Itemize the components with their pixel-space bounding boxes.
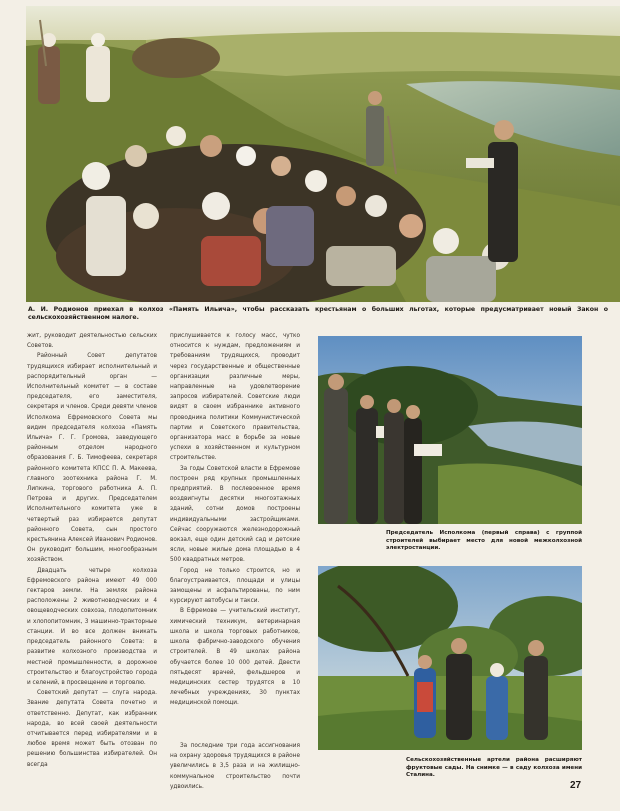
paragraph: Двадцать четыре колхоза Ефремовского района имеют 49 000 гектаров земли. На землях района расположены 2 животноводческих и 4 овощеводческих совхоза, плодопитомник и хлопопитомник, 3 машинно-тракторные станции. И во все должен вникать председатель районного Совета: в развитие колхозного производства и местной промышленности, в дорожное строительство и благоустройство города и селений, в просвещение и торговлю. xyxy=(27,565,157,686)
text-column-2-continuation xyxy=(170,740,300,802)
top-photo-caption: А. И. Родионов приехал в колхоз «Память Ильича», чтобы рассказать крестьянам о больших льготах, которые предусматривает новый Закон о сельскохозяйственном налоге. xyxy=(28,306,608,321)
photo-collective-farm-meeting xyxy=(26,6,620,302)
page-number: 27 xyxy=(570,780,582,791)
paragraph: Советский депутат — слуга народа. Звание депутата Совета почетно и ответственно. Депутат, как избранник народа, во всей своей деятельности отчитывается перед избирателями и в любое время может быть отозван по решению большинства избирателей. Он всегда xyxy=(27,688,157,768)
paragraph: Районный Совет депутатов трудящихся избирает исполнительный и распорядительный орган — Исполнительный комитет — в составе председателя, его заместителя, секретаря и членов. Среди девяти членов Исполкома Ефремовского Совета мы видим председателя колхоза «Память Ильича» Г. Г. Громова, заведующего районным отделом народного образования Г. Б. Тимофеева, секретаря районного комитета КПСС П. А. Макеева, главного зоотехника района Г. М. Липкина, торгового работника А. П. Петрова и других. Председателем Исполнительного комитета уже в четвертый раз избирается депутат районного Совета, сын простого крестьянина Алексей Иванович Родионов. Он руководит большим, многообразным хозяйством. xyxy=(27,351,157,564)
paragraph: жит, руководит деятельностью сельских Советов. xyxy=(27,331,157,350)
paragraph: В Ефремове — учительский институт, химический техникум, ветеринарная школа и школа торговых работников, школа фабрично-заводского обучения строителей. В 49 школах района обучается более 10 000 детей. Двести пятьдесят врачей, фельдшеров и медицинских сестер трудятся в 10 лечебных учреждениях, 30 пунктах медицинской помощи. xyxy=(170,606,300,707)
text-column-2 xyxy=(170,330,300,725)
paragraph: Город не только строится, но и благоустраивается, площади и улицы замощены и асфальтированы, по ним курсируют автобусы и такси. xyxy=(170,565,300,605)
bottom-photo-caption: Сельскохозяйственные артели района расширяют фруктовые сады. На снимке — в саду колхоза имени Сталина. xyxy=(406,757,582,779)
text-column-1 xyxy=(27,330,157,780)
paragraph: За годы Советской власти в Ефремове построен ряд крупных промышленных предприятий. В послевоенное время воздвигнуты десятки многоэтажных зданий, сотни домов построены индивидуальными застройщиками. Сейчас сооружаются железнодорожный вокзал, еще один детский сад и детские ясли, новые жилые дома площадью в 4 500 квадратных метров. xyxy=(170,463,300,564)
photo-builders-choosing-site xyxy=(318,336,582,524)
mid-photo-caption: Председатель Исполкома (первый справа) с группой строителей выбирает место для новой межколхозной электростанции. xyxy=(386,530,582,552)
paragraph: прислушивается к голосу масс, чутко относится к нуждам, предложениям и требованиям трудящихся, проводит через государственные и общественные организации различные меры, направленные на удовлетворение запросов избирателей. Советские люди видят в своем избраннике активного проводника политики Коммунистической партии и Советского правительства, организатора масс в борьбе за новые успехи в хозяйственном и культурном строительстве. xyxy=(170,331,300,462)
paragraph: За последние три года ассигнования на охрану здоровья трудящихся в районе увеличились в 3,5 раза и на жилищно-коммунальное строительство почти удвоились. xyxy=(170,741,300,790)
photo-fruit-garden xyxy=(318,566,582,750)
